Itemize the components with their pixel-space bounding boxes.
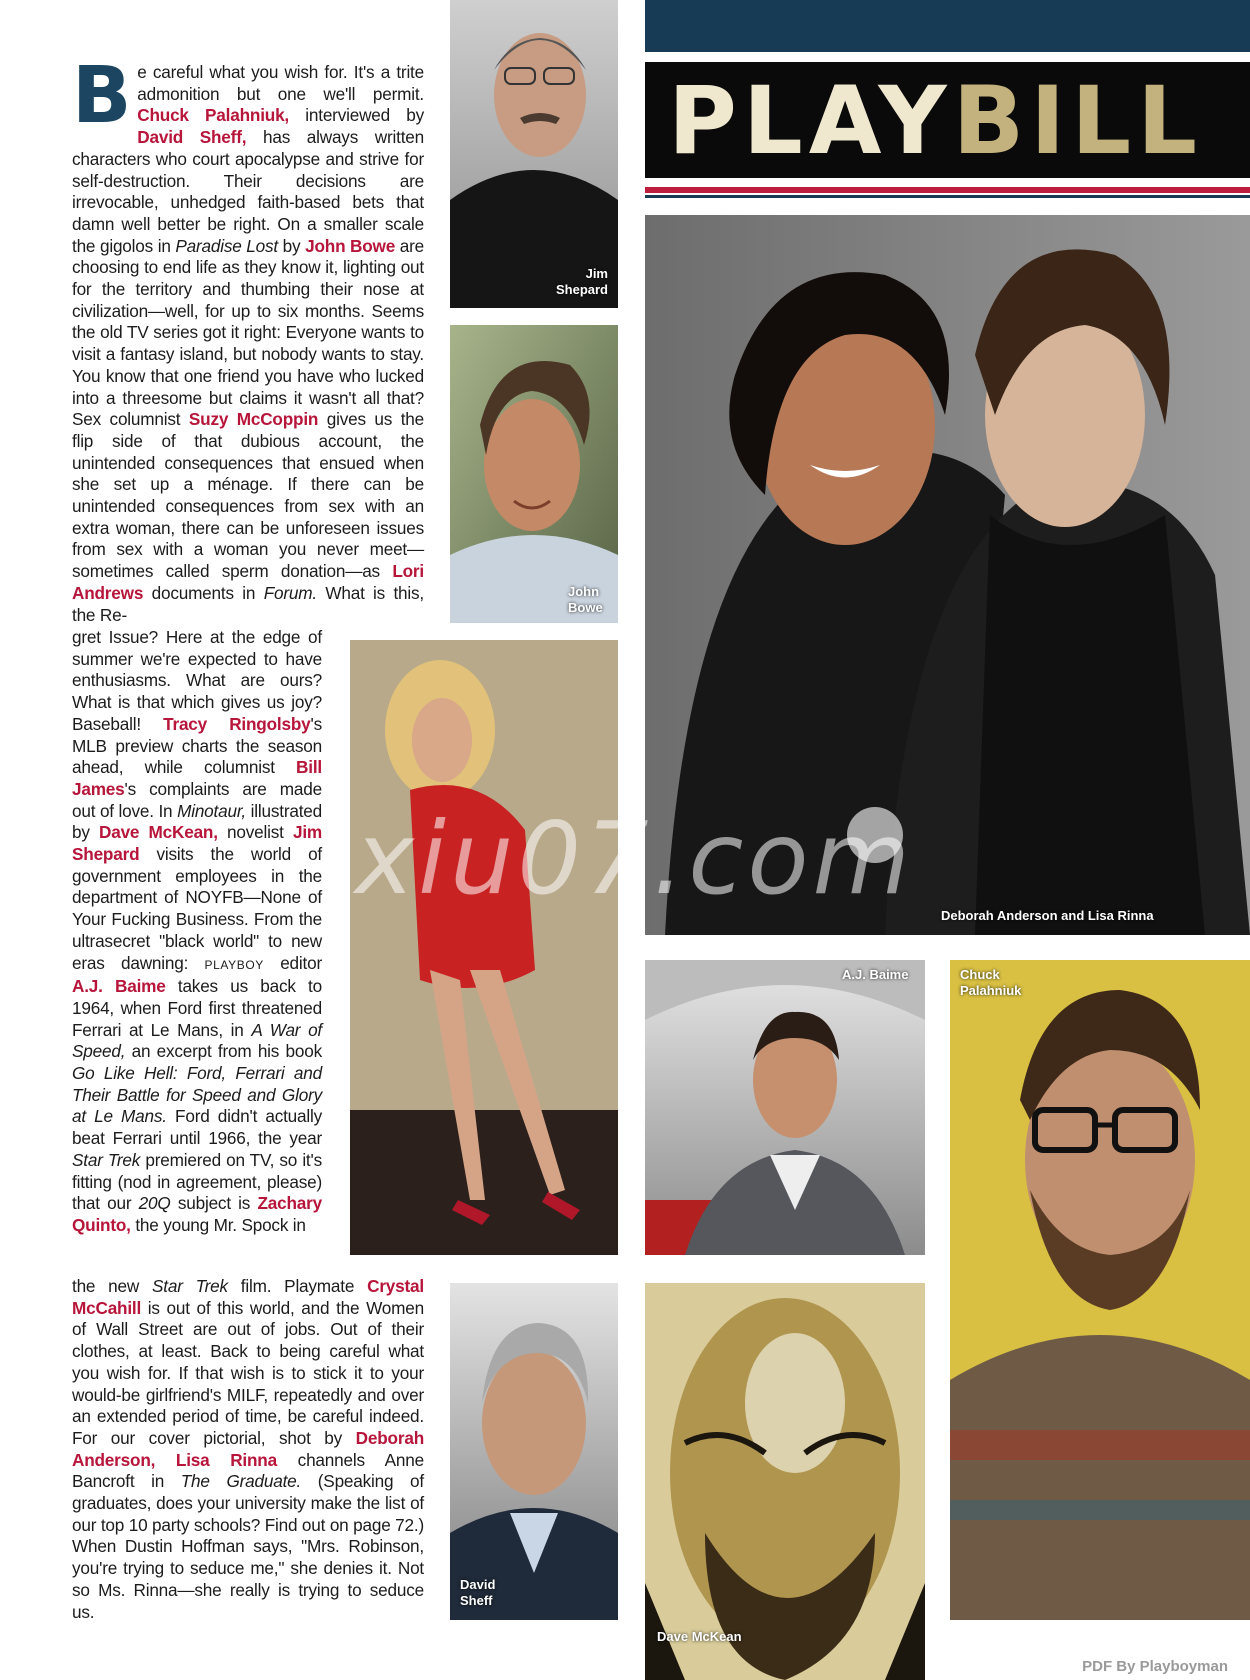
- playbill-logo: [668, 67, 1204, 176]
- name-lori-andrews: Lori Andrews: [72, 561, 424, 603]
- name-jim-shepard: Jim Shepard: [72, 822, 322, 865]
- name-zachary-quinto: Zachary Quinto,: [72, 1193, 322, 1235]
- caption-cover-pair: Deborah Anderson and Lisa Rinna: [941, 908, 1154, 923]
- caption-jim-shepard: Jim Shepard: [555, 266, 608, 297]
- caption-john-bowe: John Bowe: [568, 584, 603, 615]
- article-text-middle: gret Issue? Here at the edge of summer we're expected to have enthusiasms. What are ours? What is that which gives us joy? Baseball! Tracy Ringolsby's MLB preview charts the season ahead, while columnist Bill James's complaints are made out of love. In Minotaur, illustrated by Dave McKean, novelist Jim Shepard visits the world of government employees in the department of NOYFB—None of Your Fucking Business. From the ultrasecret "black world" to new eras dawning: PLAYBOY editor A.J. Baime takes us back to 1964, when Ford first threatened Ferrari at Le Mans, in A War of Speed, an excerpt from his book Go Like Hell: Ford, Ferrari and Their Battle for Speed and Glory at Le Mans. Ford didn't actually beat Ferrari until 1966, the year Star Trek premiered on TV, so it's fitting (nod in agreement, please) that our 20Q subject is Zachary Quinto, the young Mr. Spock in: [72, 627, 323, 1235]
- caption-dave-mckean: Dave McKean: [657, 1629, 742, 1644]
- portrait-john-bowe: [450, 325, 618, 623]
- pdf-credit: PDF By Playboyman: [1082, 1658, 1228, 1675]
- illustration-dave-mckean: [645, 1283, 925, 1680]
- drop-cap: B: [72, 51, 132, 141]
- name-tracy-ringolsby: Tracy Ringolsby: [163, 713, 311, 734]
- photo-chuck-palahniuk: [950, 960, 1250, 1620]
- photo-jim-shepard: [450, 0, 618, 308]
- name-suzy-mccoppin: Suzy McCoppin: [188, 409, 319, 430]
- masthead-navy-stripe: [645, 195, 1250, 198]
- photo-david-sheff: [450, 1283, 618, 1620]
- portrait-chuck-palahniuk: [950, 960, 1250, 1620]
- masthead-red-stripe: [645, 187, 1250, 193]
- caption-chuck-palahniuk: Chuck Palahniuk: [960, 967, 1022, 998]
- watermark: xiu07.com: [355, 800, 914, 917]
- photo-dave-mckean: [645, 1283, 925, 1680]
- portrait-aj-baime: [645, 960, 925, 1255]
- caption-david-sheff: David Sheff: [460, 1577, 496, 1608]
- playmate-figure: [350, 640, 618, 1255]
- portrait-david-sheff: [450, 1283, 618, 1620]
- photo-aj-baime: [645, 960, 925, 1255]
- name-dave-mckean: Dave McKean,: [99, 822, 218, 843]
- article-text-bottom: the new Star Trek film. Playmate Crystal McCahill is out of this world, and the Women of Wall Street are out of jobs. Out of their clothes, at least. Back to being careful what you wish for. If that wish is to stick it to your would-be girlfriend's MILF, repeatedly and over an extended period of time, be careful indeed. For our cover pictorial, shot by Deborah Anderson, Lisa Rinna channels Anne Bancroft in The Graduate. (Speaking of graduates, does your university make the list of our top 10 party schools? Find out on page 72.) When Dustin Hoffman says, "Mrs. Robinson, you're trying to seduce me," she denies it. Not so Ms. Rinna—she really is trying to seduce us.: [72, 1276, 424, 1622]
- name-chuck-palahniuk: Chuck Palahniuk,: [137, 105, 290, 126]
- name-crystal-mccahill: Crystal McCahill: [72, 1276, 424, 1318]
- article-text-top: Be careful what you wish for. It's a trite admonition but one we'll permit. Chuck Palahniuk, interviewed by David Sheff, has always written characters who court apocalypse and strive for self-destruction. Their decisions are irrevocable, unhedged faith-based bets that damn well better be right. On a smaller scale the gigolos in Paradise Lost by John Bowe are choosing to end life as they know it, lighting out for the territory and thumbing their nose at civilization—well, for up to six months. Seems the old TV series got it right: Everyone wants to visit a fantasy island, but nobody wants to stay. You know that one friend you have who lucked into a threesome but claims it wasn't all that? Sex columnist Suzy McCoppin gives us the flip side of that dubious account, the unintended consequences that ensued when she set up a ménage. If there can be unintended consequences from sex with an extra woman, there can be unforeseen issues from sex with a woman you never meet—sometimes called sperm donation—as Lori Andrews documents in Forum. What is this, the Re-: [72, 51, 425, 625]
- logo-bill: BILL: [952, 67, 1204, 176]
- name-bill-james: Bill James: [72, 757, 322, 799]
- name-aj-baime: A.J. Baime: [72, 976, 166, 997]
- masthead-top-band: [645, 0, 1250, 52]
- photo-playmate: [350, 640, 618, 1255]
- portrait-jim-shepard: [450, 0, 618, 308]
- logo-play: PLAY: [668, 67, 953, 176]
- photo-john-bowe: [450, 325, 618, 623]
- name-deborah-anderson-lisa-rinna: Deborah Anderson, Lisa Rinna: [72, 1427, 424, 1470]
- name-john-bowe: John Bowe: [305, 235, 396, 256]
- caption-aj-baime: A.J. Baime: [842, 967, 909, 982]
- name-david-sheff: David Sheff,: [137, 127, 247, 148]
